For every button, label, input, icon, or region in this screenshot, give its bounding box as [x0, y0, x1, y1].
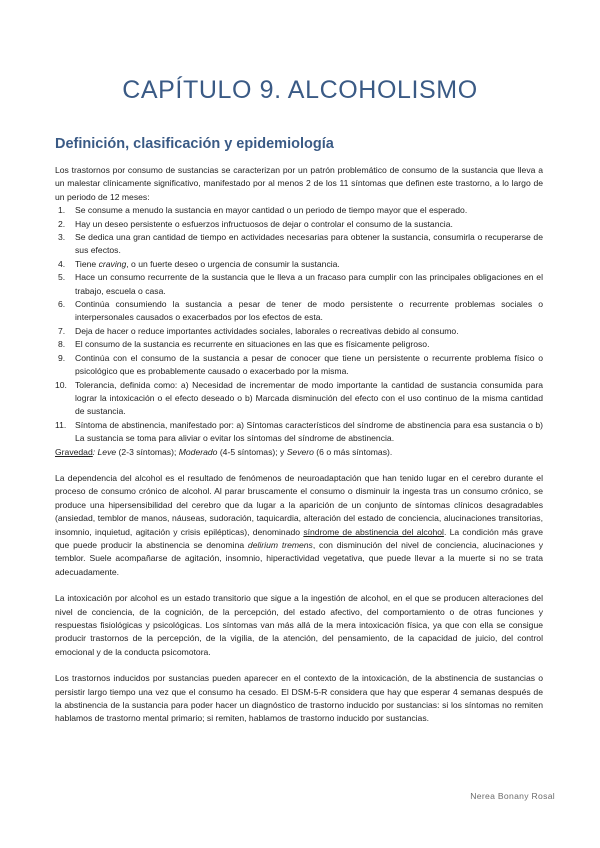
- criterion-text: Se dedica una gran cantidad de tiempo en actividades necesarias para obtener la sustancia, consumirla o recuperarse de sus efectos.: [75, 232, 543, 256]
- severity-severo: Severo: [286, 446, 314, 457]
- delirium-tremens-term: delirium tremens: [247, 539, 313, 550]
- page-title: CAPÍTULO 9. ALCOHOLISMO: [122, 76, 478, 104]
- criterion-item: [55, 352, 543, 379]
- criterion-text: Hay un deseo persistente o esfuerzos infructuosos de dejar o controlar el consumo de la sustancia.: [75, 218, 453, 229]
- criterion-text: Tolerancia, definida como: a) Necesidad de incrementar de modo importante la cantidad de sustancia consumida para lograr la intoxicación o el efecto deseado o b) Marcada disminución del efecto con el uso continuo de la misma cantidad de sustancia.: [75, 379, 543, 417]
- criterion-text: El consumo de la sustancia es recurrente en situaciones en las que es físicamente peligroso.: [75, 339, 430, 350]
- criterion-item: [55, 379, 543, 419]
- dependence-paragraph: [55, 472, 543, 579]
- document-body: [55, 164, 543, 726]
- criterion-item: [55, 325, 543, 338]
- criterion-number: 3.: [58, 232, 66, 243]
- severity-separator: :: [92, 446, 98, 457]
- criterion-number: 1.: [58, 205, 66, 216]
- criterion-text: Continúa consumiendo la sustancia a pesar de tener de modo persistente o recurrente problemas sociales o interpersonales causados o exacerbados por los efectos de esta.: [75, 299, 543, 323]
- intro-paragraph: Los trastornos por consumo de sustancias se caracterizan por un patrón problemático de consumo de la sustancia que lleva a un malestar clínicamente significativo, manifestado por al menos 2 de los 11 síntomas que definen este trastorno, a lo largo de un periodo de 12 meses:: [55, 165, 543, 202]
- criterion-item: [55, 298, 543, 325]
- severity-moderado-range: (4-5 síntomas); y: [217, 446, 287, 457]
- criterion-text: Síntoma de abstinencia, manifestado por: a) Síntomas característicos del síndrome de abstinencia para esa sustancia o b) La sustancia se toma para aliviar o evitar los síntomas del síndrome de abstinencia.: [75, 419, 543, 444]
- criterion-item: [55, 338, 543, 351]
- criterion-item: [55, 204, 543, 217]
- criterion-number: 9.: [58, 352, 66, 363]
- severity-label: Gravedad: [55, 446, 93, 457]
- dependence-text-2: . La condición más grave que puede producir la abstinencia se denomina: [55, 526, 543, 550]
- severity-leve: Leve: [97, 446, 117, 457]
- criterion-number: 2.: [58, 218, 66, 229]
- criterion-number: 11.: [55, 419, 67, 430]
- criterion-number: 7.: [58, 325, 66, 336]
- dependence-text-3: , con disminución del nivel de conciencia, alucinaciones y temblor. Suele acompañarse de agitación, insomnio, hiperactividad vegetativa, que puede llevar a la muerte si no se trata adecuadamente.: [55, 539, 543, 577]
- criterion-text-after: , o un fuerte deseo o urgencia de consumir la sustancia.: [126, 258, 340, 269]
- criterion-text: Se consume a menudo la sustancia en mayor cantidad o un periodo de tiempo mayor que el esperado.: [75, 205, 468, 216]
- criterion-number: 10.: [55, 379, 67, 390]
- criterion-text-before: Tiene: [75, 258, 99, 269]
- criterion-number: 8.: [58, 339, 66, 350]
- dependence-text-1: La dependencia del alcohol es el resultado de fenómenos de neuroadaptación que han tenido lugar en el cerebro durante el proceso de consumo crónico de alcohol. Al parar bruscamente el consumo o disminuir la ingesta tras un consumo crónico, se produce una hipersensibilidad del cerebro que da lugar a la aparición de un conjunto de síntomas clínicos desagradables (ansiedad, temblor de manos, náuseas, sudoración, taquicardia, alteración del estado de conciencia, alucinaciones transitorias, insomnio, inquietud, agitación y crisis epilépticas), denominado: [55, 472, 543, 537]
- section-heading: Definición, clasificación y epidemiología: [55, 136, 334, 152]
- intoxication-paragraph: La intoxicación por alcohol es un estado transitorio que sigue a la ingestión de alcohol, en el que se producen alteraciones del nivel de conciencia, de la cognición, de la percepción, del estado afectivo, del comportamiento o de otras funciones y respuestas fisiológicas y psicológicas. Los síntomas van más allá de la mera intoxicación física, ya que con ella se consigue producir trastornos de la percepción, de la vigilia, de la atención, del pensamiento, de la capacidad de juicio, del control emocional y de la conducta psicomotora.: [55, 593, 543, 657]
- footer-author: Nerea Bonany Rosal: [470, 791, 555, 801]
- criterion-item: [55, 271, 543, 298]
- criterion-italic-term: craving: [98, 258, 127, 269]
- criterion-text: Deja de hacer o reduce importantes actividades sociales, laborales o recreativas debido al consumo.: [75, 325, 459, 336]
- severity-severo-range: (6 o más síntomas).: [313, 446, 393, 457]
- severity-leve-range: (2-3 síntomas);: [116, 446, 179, 457]
- criterion-item: [55, 231, 543, 258]
- severity-moderado: Moderado: [178, 446, 218, 457]
- criteria-list: [55, 204, 543, 445]
- criterion-number: 4.: [58, 258, 66, 269]
- criterion-item: [55, 419, 543, 446]
- criterion-text: Hace un consumo recurrente de la sustancia que le lleva a un fracaso para cumplir con las principales obligaciones en el trabajo, escuela o casa.: [75, 272, 543, 296]
- criterion-number: 5.: [58, 272, 66, 283]
- criterion-text: Continúa con el consumo de la sustancia a pesar de conocer que tiene un persistente o recurrente problema físico o psicológico que es probablemente causado o exacerbado por la misma.: [75, 352, 543, 377]
- criterion-item: [55, 258, 543, 271]
- withdrawal-syndrome-term: síndrome de abstinencia del alcohol: [303, 526, 444, 537]
- severity-line: [55, 446, 543, 459]
- induced-disorders-paragraph: Los trastornos inducidos por sustancias pueden aparecer en el contexto de la intoxicación, de la abstinencia de sustancias o persistir largo tiempo una vez que el consumo ha cesado. El DSM-5-R considera que hay que esperar 4 semanas después de la abstinencia de la sustancia para poder hacer un diagnóstico de trastorno inducido por sustancias: si los síntomas no remiten hablamos de trastorno mental primario; si remiten, hablamos de trastorno inducido por sustancias.: [55, 673, 543, 724]
- criterion-number: 6.: [58, 299, 66, 310]
- criterion-item: [55, 218, 543, 231]
